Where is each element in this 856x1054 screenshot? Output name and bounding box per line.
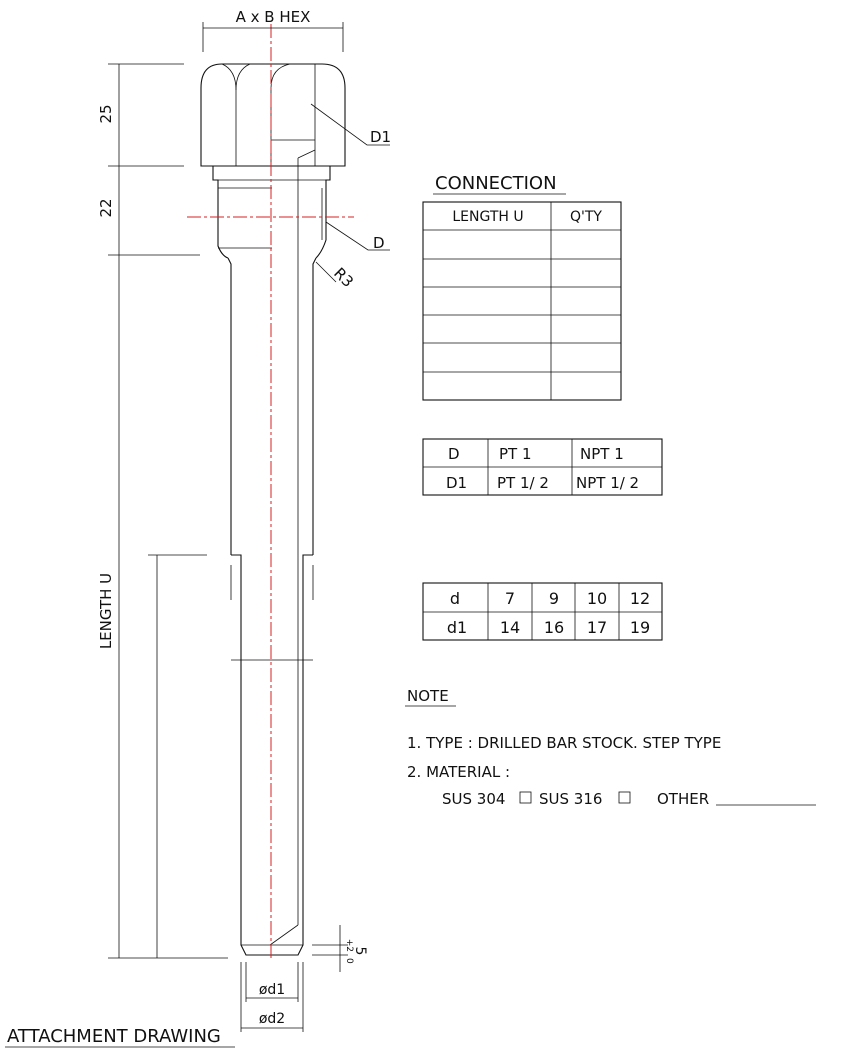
thread-cell: D [448, 445, 460, 463]
tip-tol-lower: 0 [344, 958, 354, 964]
thread-table [423, 439, 662, 495]
thread-cell: D1 [446, 474, 468, 492]
thread-cell: NPT 1 [580, 445, 624, 463]
drawing-title: ATTACHMENT DRAWING [7, 1026, 221, 1047]
dia-cell: 19 [629, 618, 651, 637]
notes [405, 687, 816, 808]
shank-right-upper [313, 258, 316, 555]
tip-tol-upper: +2 [344, 938, 354, 952]
step-right [303, 555, 313, 565]
hex-head-outline [201, 64, 345, 166]
phi-d2-label: ød2 [258, 1011, 286, 1027]
dia-cell: d [449, 589, 461, 608]
d1-callout: D1 [370, 128, 392, 146]
shank-left-upper [228, 258, 231, 555]
d1-bore [271, 64, 315, 140]
tip-dim-label: 5 [352, 946, 368, 956]
dim-22-label: 22 [97, 198, 115, 218]
diameter-table [423, 583, 662, 640]
length-u-label: LENGTH U [97, 572, 115, 650]
thread-cell: PT 1 [499, 445, 532, 463]
material-other: OTHER [657, 790, 710, 808]
shank-lower-outline [241, 565, 303, 955]
dia-cell: 16 [543, 618, 565, 637]
phi-d1-label: ød1 [258, 982, 286, 998]
sus304-checkbox[interactable] [520, 792, 531, 803]
thermowell-part [187, 24, 354, 958]
dia-cell: 7 [504, 589, 516, 608]
hex-flat-line-center [271, 64, 290, 166]
note-title: NOTE [407, 687, 449, 705]
note-line-1: 1. TYPE : DRILLED BAR STOCK. STEP TYPE [407, 734, 722, 752]
step-left [231, 555, 241, 565]
hex-flat-line-left [222, 64, 236, 166]
connection-table [423, 173, 621, 400]
material-sus316: SUS 316 [539, 790, 603, 808]
dim-25-label: 25 [97, 104, 115, 124]
hex-label: A x B HEX [235, 8, 311, 26]
d-callout: D [373, 234, 385, 252]
dia-cell: 10 [586, 589, 608, 608]
thread-cell: NPT 1/ 2 [576, 474, 640, 492]
connection-title: CONNECTION [435, 173, 557, 194]
dia-cell: d1 [446, 618, 468, 637]
connection-header-length: LENGTH U [452, 209, 524, 225]
shank-break-lines [231, 565, 313, 600]
thread-cell: PT 1/ 2 [497, 474, 549, 492]
connection-header-qty: Q'TY [570, 209, 602, 225]
dia-cell: 12 [629, 589, 651, 608]
r3-label: R3 [330, 264, 358, 291]
material-sus304: SUS 304 [442, 790, 506, 808]
bore-tip [270, 925, 298, 945]
dimensions [5, 8, 391, 1047]
sus316-checkbox[interactable] [619, 792, 630, 803]
note-line-2: 2. MATERIAL : [407, 763, 511, 781]
dia-cell: 14 [499, 618, 521, 637]
dia-cell: 9 [548, 589, 560, 608]
dia-cell: 17 [586, 618, 608, 637]
hex-flat-arc [236, 64, 250, 90]
connection-table-frame [423, 202, 621, 400]
